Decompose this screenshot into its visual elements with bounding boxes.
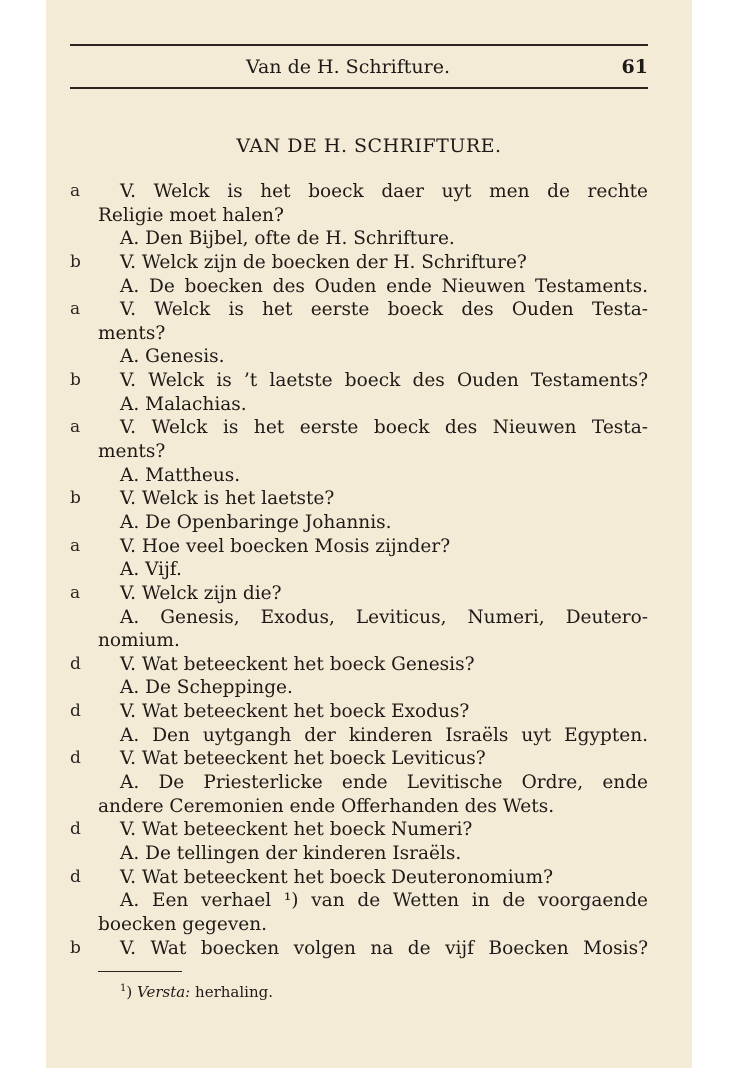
text-line [70,866,648,890]
margin-mark: d [70,866,81,887]
text-line [98,629,648,653]
margin-mark: b [70,488,81,509]
page-number: 61 [621,56,648,78]
footnote [120,983,273,1001]
text-line [70,180,648,204]
header-rule-bottom [70,87,648,89]
line-text: V. Welck is ’t laetste boeck des Ouden Testaments? [120,370,648,392]
text-line [98,889,648,913]
margin-mark: d [70,701,81,722]
text-line [98,771,648,795]
text-line [98,724,648,748]
text-line [98,558,648,582]
text-line [70,535,648,559]
text-line [98,275,648,299]
margin-mark: a [70,299,81,320]
section-heading: VAN DE H. SCHRIFTURE. [236,135,502,157]
text-line [70,298,648,322]
footnote-rule [98,971,182,972]
line-text: V. Wat beteeckent het boeck Exodus? [120,701,470,723]
line-text: A. De Priesterlicke ende Levitische Ordre, ende [120,772,648,794]
text-line [70,653,648,677]
footnote-paren: ) [126,983,133,1001]
line-text: A. De tellingen der kinderen Israëls. [120,842,462,864]
line-text: ments? [98,322,166,344]
line-text: A. De Openbaringe Johannis. [120,511,392,533]
text-line [98,204,648,228]
line-text: boecken gegeven. [98,913,268,935]
margin-mark: d [70,748,81,769]
margin-mark: b [70,251,81,272]
text-line [98,842,648,866]
line-text: V. Welck is het boeck daer uyt men de rechte [120,181,648,202]
line-text: A. Den uytgangh der kinderen Israëls uyt Egypten. [120,724,648,746]
line-text: nomium. [98,630,180,652]
margin-mark: a [70,417,81,438]
text-line [98,795,648,819]
text-line [70,251,648,275]
text-line [98,227,648,251]
text-line [98,322,648,346]
line-text: V. Wat beteeckent het boeck Deuteronomium? [120,866,554,888]
text-line [70,369,648,393]
line-text: andere Ceremonien ende Offerhanden des Wets. [98,795,555,817]
margin-mark: a [70,582,81,603]
line-text: V. Hoe veel boecken Mosis zijnder? [120,535,451,557]
text-line [98,676,648,700]
line-text: V. Welck is het laetste? [120,488,335,510]
margin-mark: d [70,819,81,840]
text-line [70,700,648,724]
text-line [98,606,648,630]
text-line [98,913,648,937]
line-text: V. Welck is het eerste boeck des Nieuwen Testa- [120,417,648,439]
line-text: A. Den Bijbel, ofte de H. Schrifture. [120,228,455,250]
text-line [70,937,648,961]
line-text: ments? [98,441,166,463]
footnote-text: herhaling. [195,983,273,1001]
text-line [98,464,648,488]
margin-mark: a [70,535,81,556]
text-line [98,440,648,464]
line-text: V. Welck is het eerste boeck des Ouden Testa- [120,299,648,321]
line-text: Religie moet halen? [98,204,284,226]
text-line [98,345,648,369]
line-text: A. Genesis, Exodus, Leviticus, Numeri, Deutero- [120,606,648,628]
margin-mark: d [70,653,81,674]
line-text: A. De boecken des Ouden ende Nieuwen Testaments. [120,275,648,297]
margin-mark: a [70,181,81,201]
running-header [70,56,648,82]
line-text: V. Wat beteeckent het boeck Numeri? [120,819,473,841]
line-text: V. Wat boecken volgen na de vijf Boecken Mosis? [120,937,648,959]
text-line [70,487,648,511]
line-text: A. Genesis. [120,346,225,368]
line-text: V. Welck zijn de boecken der H. Schrifture? [120,251,527,273]
line-text: A. Malachias. [120,393,247,415]
text-line [98,393,648,417]
text-line [98,511,648,535]
margin-mark: b [70,370,81,391]
footnote-marker: 1 [120,983,127,994]
margin-mark: b [70,937,81,958]
running-title: Van de H. Schrifture. [246,56,450,78]
line-text: A. Vijf. [120,559,182,581]
footnote-term: Versta: [137,983,191,1001]
line-text: A. De Scheppinge. [120,677,293,699]
catechism-text [70,180,648,960]
text-line [70,416,648,440]
line-text: A. Een verhael ¹) van de Wetten in de voorgaende [120,890,648,912]
text-line [70,747,648,771]
text-line [70,818,648,842]
line-text: V. Welck zijn die? [120,582,282,604]
header-rule-top [70,44,648,46]
text-line [70,582,648,606]
line-text: V. Wat beteeckent het boeck Leviticus? [120,748,486,770]
line-text: V. Wat beteeckent het boeck Genesis? [120,653,475,675]
line-text: A. Mattheus. [120,464,241,486]
